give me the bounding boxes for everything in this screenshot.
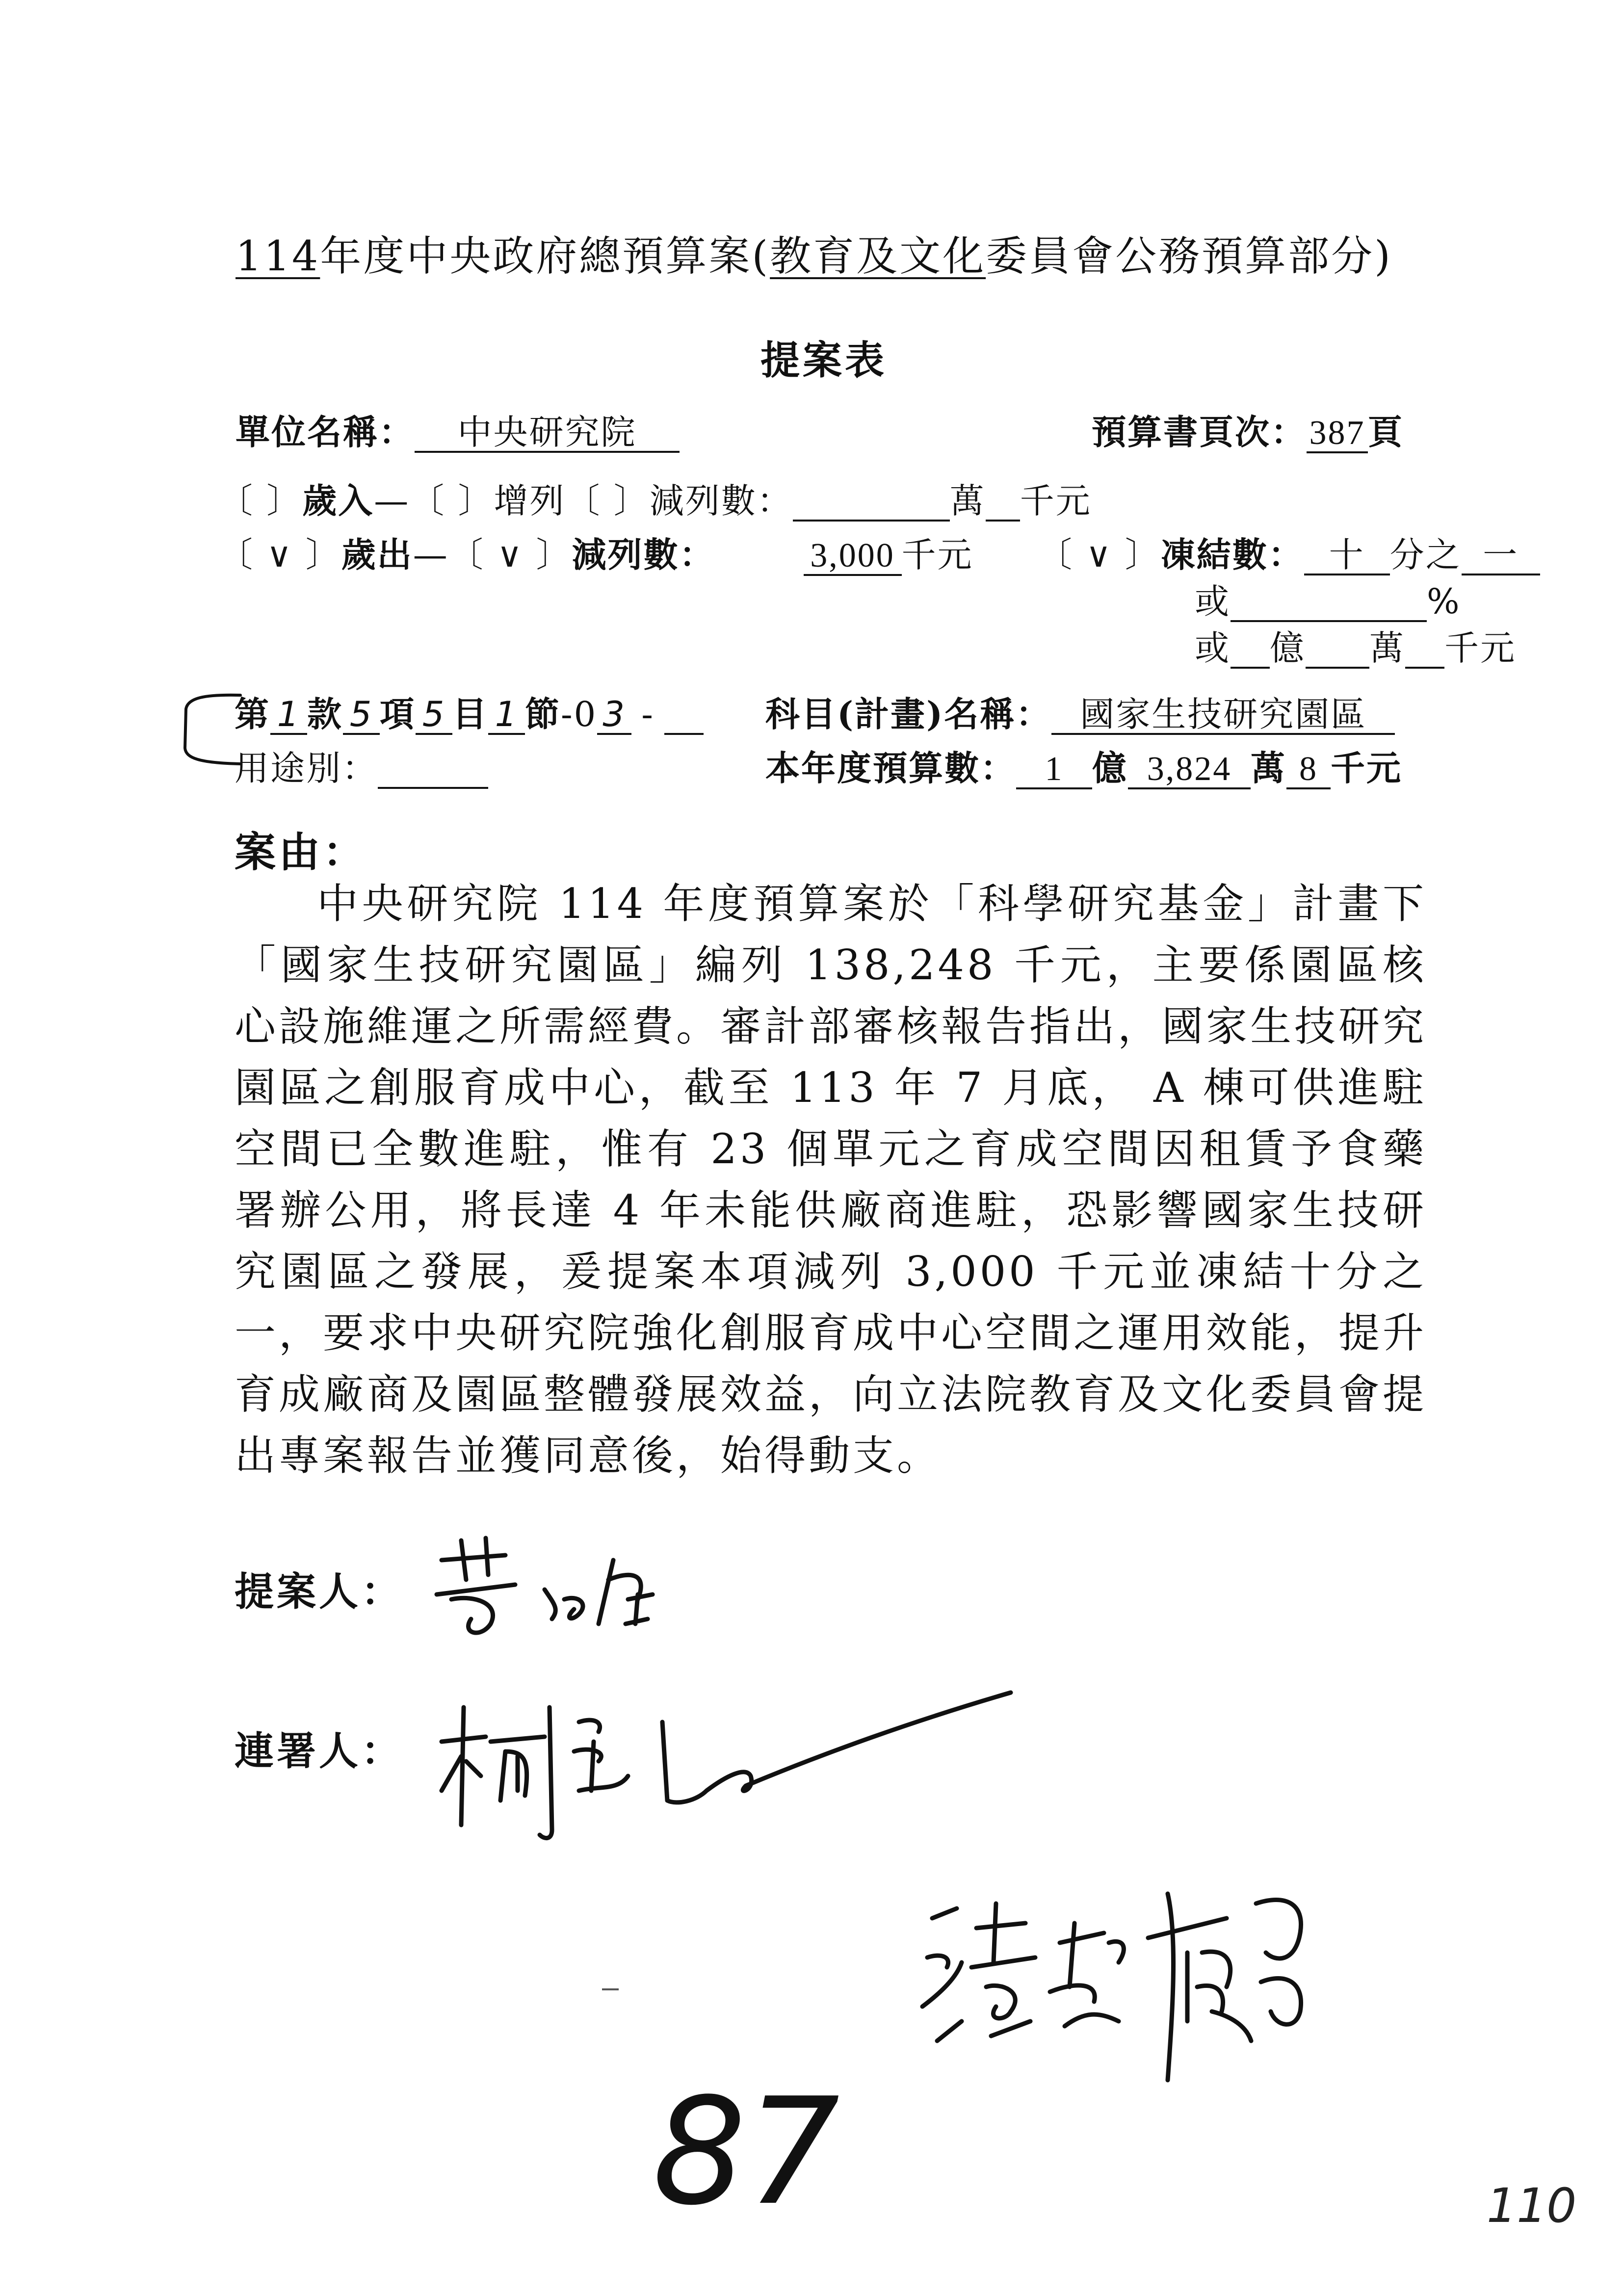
- cosigner-signature-2: [913, 1864, 1354, 2110]
- or1-blank: [1231, 584, 1427, 622]
- stray-mark: [601, 1987, 621, 1992]
- or2-wan: 萬: [1369, 628, 1405, 668]
- section-jie-value: 1: [488, 697, 525, 735]
- handwritten-number-text: 87: [653, 2066, 840, 2238]
- cosigner-label: 連署人：: [235, 1728, 403, 1774]
- decrease-checkbox: 〔 〕: [565, 481, 650, 521]
- budget-wan-value: 3,824: [1128, 751, 1251, 789]
- title-committee: 教育及文化: [770, 232, 986, 280]
- budget-yi: 億: [1092, 748, 1128, 788]
- reason-text: 中央研究院 114 年度預算案於「科學研究基金」計畫下「國家生技研究園區」編列 138,248 千元，主要係園區核心設施維運之所需經費。審計部審核報告指出，國家生技研究園區之創服育成中心，截至 113 年 7 月底， A 棟可供進駐空間已全數進駐，惟有 23 個單元之育成空間因租賃予食藥署辦公用，將長達 4 年未能供廠商進駐，恐影響國家生技研究園區之發展，爰提案本項減列 3,000 千元並凍結十分之一，要求中央研究院強化創服育成中心空間之運用效能，提升育成廠商及園區整體發展效益，向立法院教育及文化委員會提出專案報告並獲同意後，始得動支。: [235, 880, 1427, 1480]
- proposer-signature: [432, 1526, 687, 1653]
- budget-label: 本年度預算數：: [765, 748, 1016, 788]
- income-blank: [793, 483, 950, 522]
- usage-blank: [378, 751, 488, 789]
- unit-value: 中央研究院: [415, 415, 680, 453]
- or2-qian-blank: [1405, 630, 1444, 669]
- unit-row: [236, 405, 680, 454]
- expense-label: 歲出: [341, 534, 413, 575]
- or2-label: 或: [1195, 628, 1231, 668]
- expense-line: [218, 527, 973, 577]
- freeze-line: [1038, 527, 1540, 577]
- or2-yi-blank: [1231, 630, 1270, 669]
- title-year: 114: [236, 232, 320, 280]
- cosigner-signature-1: [432, 1678, 1040, 1884]
- section-dash2: -: [641, 694, 655, 734]
- page-ref: [1092, 405, 1404, 454]
- income-line: [218, 473, 1092, 523]
- unit-label: 單位名稱：: [236, 412, 415, 452]
- budget-wan: 萬: [1251, 748, 1286, 788]
- section-di: 第: [235, 694, 270, 734]
- freeze-label: 凍結數：: [1160, 534, 1304, 575]
- freeze-checkbox: 〔 ∨ 〕: [1038, 535, 1161, 575]
- subject-label: 科目(計畫)名稱：: [765, 694, 1052, 734]
- section-mu-value: 5: [416, 697, 452, 735]
- hand-bracket: [174, 689, 243, 768]
- expense-checkbox: 〔 ∨ 〕: [218, 535, 341, 575]
- expense-amount: 3,000: [804, 538, 902, 576]
- section-sub-value: 3: [597, 697, 631, 735]
- document-title: [236, 223, 1392, 283]
- or2-yi: 億: [1270, 628, 1306, 668]
- freeze-frac-mid: 分之: [1389, 535, 1462, 575]
- or1-suffix: %: [1427, 581, 1461, 622]
- budget-line: [765, 741, 1402, 790]
- page-label: 預算書頁次：: [1092, 412, 1307, 452]
- usage-line: [235, 741, 488, 790]
- title-rest: 年度中央政府總預算案(: [320, 232, 770, 280]
- subject-value: 國家生技研究園區: [1051, 697, 1395, 735]
- reason-label: 案由：: [235, 828, 367, 876]
- expense-unit: 千元: [901, 535, 973, 575]
- proposer-label: 提案人：: [235, 1568, 403, 1615]
- reason-body: [235, 873, 1427, 1487]
- page-suffix: 頁: [1368, 412, 1404, 452]
- budget-qian-value: 8: [1286, 751, 1331, 789]
- or-amount-line: [1195, 621, 1516, 670]
- income-label: 歲入: [302, 480, 374, 521]
- section-line: [235, 687, 704, 736]
- page-value: 387: [1307, 415, 1368, 453]
- section-dash1: -0: [561, 694, 598, 734]
- section-jie: 節: [525, 694, 561, 734]
- section-kuan: 款: [307, 694, 343, 734]
- expense-dash: —: [413, 535, 449, 575]
- title-tail: 委員會公務預算部分): [986, 232, 1392, 280]
- or-percent-line: [1195, 574, 1461, 624]
- income-qian: 千元: [1020, 481, 1092, 521]
- or2-qian: 千元: [1444, 628, 1516, 668]
- section-kuan-value: 1: [270, 697, 307, 735]
- expense-decrease-checkbox: 〔 ∨ 〕: [448, 535, 572, 575]
- income-checkbox: 〔 〕: [218, 481, 303, 521]
- budget-qian: 千元: [1331, 748, 1402, 788]
- increase-label: 增列: [494, 481, 566, 521]
- increase-checkbox: 〔 〕: [410, 481, 494, 521]
- handwritten-number: [643, 2061, 849, 2238]
- freeze-frac-b: 一: [1462, 537, 1540, 575]
- income-dash: —: [374, 481, 410, 521]
- section-mu: 目: [452, 694, 488, 734]
- section-xiang: 項: [380, 694, 416, 734]
- freeze-frac-a: 十: [1304, 537, 1390, 575]
- handwritten-page-number: 110: [1487, 2178, 1577, 2233]
- document-subtitle: 提案表: [760, 337, 887, 383]
- or1-label: 或: [1195, 581, 1231, 622]
- budget-yi-value: 1: [1016, 751, 1092, 789]
- income-wan: 萬: [949, 481, 986, 521]
- or2-wan-blank: [1306, 630, 1369, 669]
- subject-line: [765, 687, 1395, 736]
- decrease-label: 減列數：: [649, 481, 793, 521]
- section-xiang-value: 5: [343, 697, 380, 735]
- expense-decrease-label: 減列數：: [572, 534, 715, 575]
- income-wan-blank: [986, 483, 1020, 522]
- section-blank: [664, 697, 704, 735]
- usage-label: 用途別：: [235, 748, 378, 788]
